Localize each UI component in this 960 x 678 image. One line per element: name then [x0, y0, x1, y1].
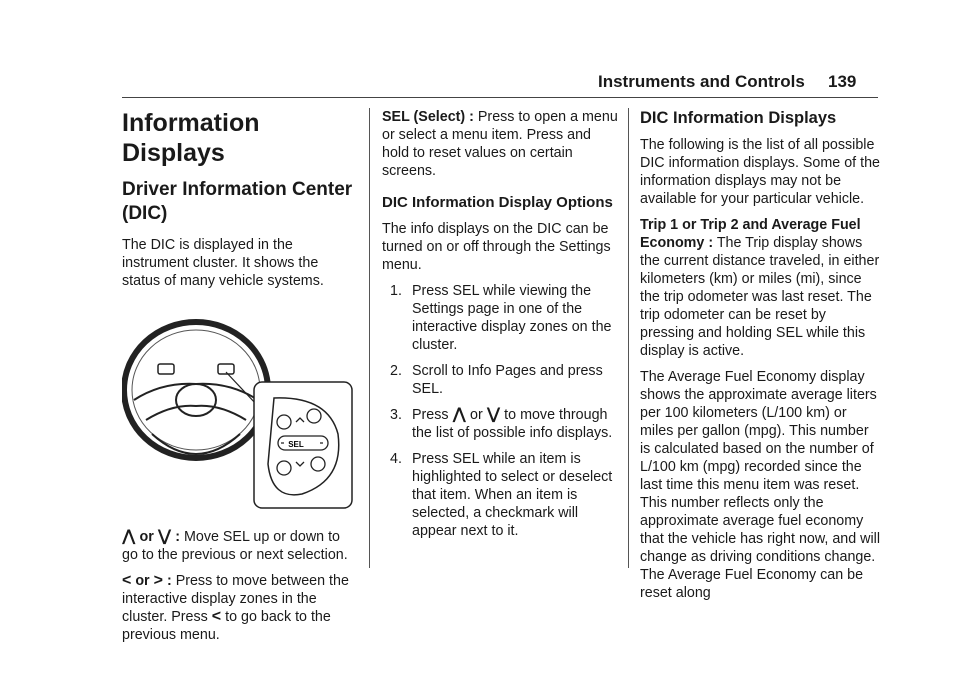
column-1	[122, 108, 358, 652]
column-3	[640, 108, 880, 610]
page-number: 139	[828, 72, 857, 91]
options-intro: The info displays on the DIC can be turned on or off through the Settings menu.	[382, 221, 611, 273]
up-arrow-icon: ⋀	[452, 406, 467, 423]
column-divider	[369, 108, 370, 568]
list-item: 3. Press ⋀ or ⋁ to move through the list of possible info displays.	[390, 406, 613, 441]
steering-wheel-controls-icon	[122, 304, 354, 514]
left-right-description: < or > : Press to move between the interactive display zones in the cluster. Press < to go back to the previous menu.	[122, 572, 349, 643]
up-arrow-icon: ⋀	[122, 528, 136, 545]
down-arrow-icon: ⋁	[157, 528, 172, 545]
info-displays-intro: The following is the list of all possible DIC information displays. Some of the information displays may not be available for your particular vehicle.	[640, 137, 880, 207]
left-arrow-icon: <	[122, 572, 132, 589]
section-heading-dic: Driver Information Center (DIC)	[122, 179, 353, 224]
list-item: 2. Scroll to Info Pages and press SEL.	[390, 363, 603, 397]
section-title: Instruments and Controls	[598, 72, 805, 91]
column-divider	[628, 108, 629, 568]
sel-button-label: SEL	[288, 440, 304, 449]
info-displays-heading: DIC Information Displays	[640, 109, 837, 127]
right-arrow-icon: >	[153, 572, 163, 589]
sel-description: SEL (Select) : Press to open a menu or select a menu item. Press and hold to reset values on certain screens.	[382, 109, 618, 179]
trip-description: Trip 1 or Trip 2 and Average Fuel Economy : The Trip display shows the current distance traveled, in either kilometers (km) or miles (mi), since the trip odometer was last reset. The trip odometer can be reset by pressing and holding SEL while this display is active.	[640, 217, 880, 359]
options-heading: DIC Information Display Options	[382, 194, 613, 211]
average-fuel-economy-description: The Average Fuel Economy display shows the approximate average liters per 100 kilometers (L/100 km) or miles per gallon (mpg). This number is calculated based on the number of L/100 km (mpg) recorded since the last time this menu item was reset. This number reflects only the approximate average fuel economy that the vehicle has right now, and will change as driving conditions change. The Average Fuel Economy can be reset along	[640, 369, 881, 601]
page-title: Information Displays	[122, 109, 260, 167]
options-steps	[382, 282, 618, 540]
list-item: 1. Press SEL while viewing the Settings page in one of the interactive display zones on the cluster.	[390, 283, 612, 353]
steering-wheel-illustration	[122, 304, 354, 514]
up-down-description: ⋀ or ⋁ : Move SEL up or down to go to the previous or next selection.	[122, 528, 348, 563]
left-arrow-icon: <	[211, 608, 222, 625]
list-item: 4. Press SEL while an item is highlighted to select or deselect that item. When an item is selected, a checkmark will appear next to it.	[390, 451, 613, 539]
header-rule	[122, 97, 878, 98]
down-arrow-icon: ⋁	[486, 406, 501, 423]
column-2	[382, 108, 618, 548]
dic-intro: The DIC is displayed in the instrument cluster. It shows the status of many vehicle systems.	[122, 237, 324, 289]
